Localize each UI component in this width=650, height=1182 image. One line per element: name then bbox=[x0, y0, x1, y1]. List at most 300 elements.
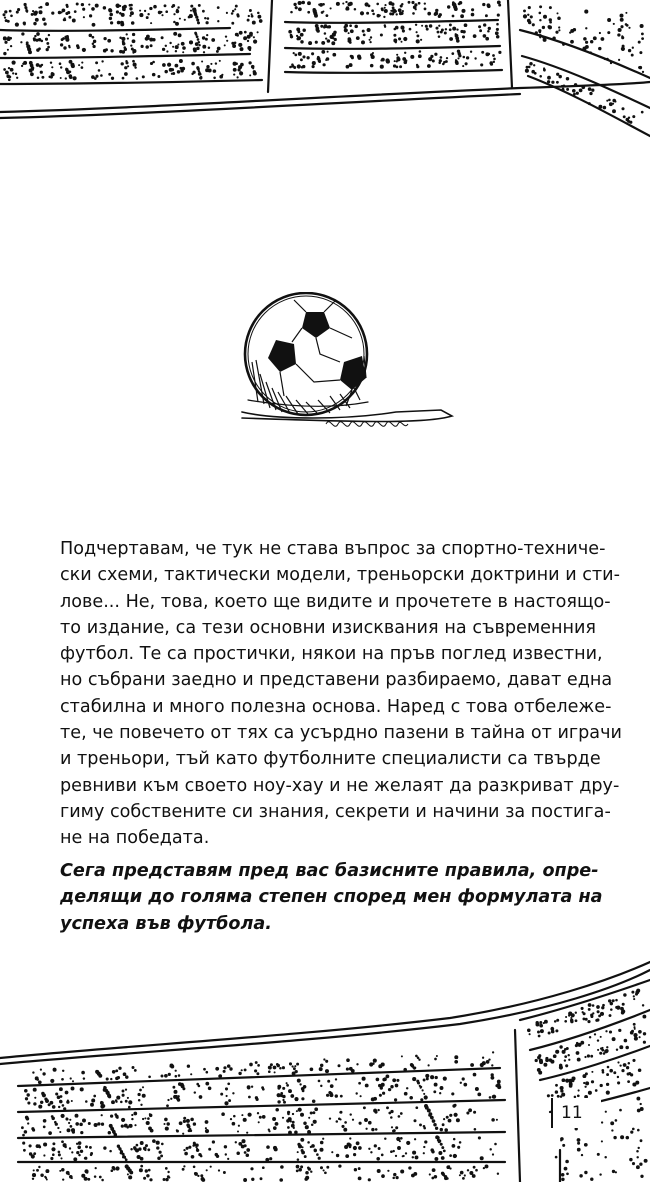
stipple-dot bbox=[165, 1167, 168, 1170]
stipple-dot bbox=[163, 1178, 166, 1181]
stipple-dot bbox=[16, 77, 18, 79]
stipple-dot bbox=[109, 9, 113, 13]
stipple-dot bbox=[617, 1076, 619, 1078]
stipple-dot bbox=[394, 1098, 397, 1101]
stipple-dot bbox=[257, 12, 260, 15]
stipple-dot bbox=[152, 1139, 156, 1143]
stipple-dot bbox=[580, 1041, 584, 1045]
stipple-dot bbox=[391, 1126, 393, 1128]
stipple-dot bbox=[131, 1118, 133, 1120]
stipple-dot bbox=[390, 1150, 393, 1153]
stipple-dot bbox=[346, 1058, 350, 1062]
stipple-dot bbox=[412, 1151, 416, 1155]
stipple-dot bbox=[84, 1177, 88, 1181]
stipple-dot bbox=[532, 23, 535, 26]
stipple-dot bbox=[356, 1141, 360, 1145]
stipple-dot bbox=[294, 1131, 298, 1135]
stipple-dot bbox=[275, 1122, 279, 1126]
stipple-dot bbox=[265, 1158, 269, 1162]
stipple-dot bbox=[609, 102, 613, 106]
stipple-dot bbox=[122, 77, 125, 80]
stipple-dot bbox=[449, 1167, 451, 1169]
stipple-dot bbox=[446, 57, 448, 59]
stipple-dot bbox=[633, 1033, 637, 1037]
stipple-dot bbox=[282, 1095, 286, 1099]
stipple-dot bbox=[620, 18, 624, 22]
stipple-dot bbox=[42, 1093, 46, 1097]
stipple-dot bbox=[262, 1166, 265, 1169]
stipple-dot bbox=[132, 1066, 135, 1069]
stipple-dot bbox=[610, 1070, 612, 1072]
stipple-dot bbox=[118, 1067, 121, 1070]
stipple-dot bbox=[147, 1117, 150, 1120]
stipple-dot bbox=[577, 1142, 580, 1145]
stipple-dot bbox=[38, 1080, 42, 1084]
stipple-dot bbox=[237, 1130, 239, 1132]
stipple-dot bbox=[145, 1169, 148, 1172]
stipple-dot bbox=[584, 1143, 588, 1147]
stipple-dot bbox=[460, 30, 463, 33]
stipple-dot bbox=[399, 10, 401, 12]
stipple-dot bbox=[301, 1146, 303, 1148]
stipple-dot bbox=[552, 36, 555, 39]
stipple-dot bbox=[398, 37, 401, 40]
stipple-dot bbox=[367, 28, 371, 32]
stipple-dot bbox=[406, 1141, 410, 1145]
stipple-dot bbox=[305, 1176, 309, 1180]
stipple-dot bbox=[443, 1077, 447, 1081]
stipple-dot bbox=[148, 1169, 151, 1172]
stipple-dot bbox=[626, 1066, 629, 1069]
stipple-dot bbox=[3, 36, 7, 40]
stipple-dot bbox=[55, 1123, 58, 1126]
stipple-dot bbox=[3, 52, 6, 55]
stipple-dot bbox=[454, 1113, 458, 1117]
stipple-dot bbox=[292, 1121, 295, 1124]
stipple-dot bbox=[556, 12, 558, 14]
stipple-dot bbox=[393, 1173, 396, 1176]
stipple-dot bbox=[250, 1167, 253, 1170]
stipple-dot bbox=[259, 1116, 262, 1119]
stipple-dot bbox=[570, 40, 574, 44]
stipple-dot bbox=[608, 99, 611, 102]
stipple-dot bbox=[59, 1131, 61, 1133]
stipple-dot bbox=[95, 61, 98, 64]
stipple-dot bbox=[556, 81, 559, 84]
stipple-dot bbox=[274, 1147, 278, 1151]
stipple-dot bbox=[72, 1080, 74, 1082]
stipple-dot bbox=[539, 5, 542, 8]
stipple-dot bbox=[389, 12, 392, 15]
stipple-dot bbox=[200, 76, 202, 78]
stipple-dot bbox=[570, 29, 574, 33]
stipple-dot bbox=[599, 1052, 602, 1055]
stipple-dot bbox=[440, 56, 443, 59]
stipple-dot bbox=[642, 1004, 644, 1006]
stipple-dot bbox=[408, 1, 411, 4]
stipple-dot bbox=[629, 1158, 632, 1161]
stipple-dot bbox=[492, 1153, 494, 1155]
stipple-dot bbox=[101, 60, 103, 62]
stipple-dot bbox=[33, 39, 36, 42]
stipple-dot bbox=[183, 1117, 186, 1120]
stipple-dot bbox=[579, 1174, 582, 1177]
stipple-dot bbox=[137, 1093, 140, 1096]
stipple-dot bbox=[215, 1153, 218, 1156]
stipple-dot bbox=[129, 1171, 133, 1175]
stipple-dot bbox=[459, 1141, 462, 1144]
stipple-dot bbox=[328, 1091, 331, 1094]
stipple-dot bbox=[537, 1031, 540, 1034]
stipple-dot bbox=[453, 1154, 457, 1158]
stipple-dot bbox=[560, 1089, 563, 1092]
stipple-dot bbox=[238, 65, 242, 69]
stipple-dot bbox=[316, 29, 320, 33]
stipple-dot bbox=[577, 1094, 580, 1097]
stipple-dot bbox=[401, 1055, 403, 1057]
stipple-dot bbox=[217, 6, 220, 9]
stipple-dot bbox=[423, 1146, 425, 1148]
stipple-dot bbox=[371, 9, 374, 12]
stipple-dot bbox=[467, 1169, 469, 1171]
stipple-dot bbox=[542, 26, 545, 29]
stipple-dot bbox=[301, 1151, 305, 1155]
stipple-dot bbox=[434, 1083, 438, 1087]
stipple-dot bbox=[68, 1122, 70, 1124]
stipple-dot bbox=[370, 64, 374, 68]
stipple-dot bbox=[295, 1098, 298, 1101]
stipple-dot bbox=[623, 993, 626, 996]
stipple-dot bbox=[438, 35, 441, 38]
stipple-dot bbox=[182, 1133, 184, 1135]
stipple-dot bbox=[640, 1103, 642, 1105]
stipple-dot bbox=[350, 55, 353, 58]
stipple-dot bbox=[48, 34, 50, 36]
stipple-dot bbox=[488, 27, 491, 30]
stipple-dot bbox=[298, 65, 301, 68]
stipple-dot bbox=[634, 1028, 636, 1030]
stipple-dot bbox=[21, 32, 24, 35]
stipple-dot bbox=[354, 8, 357, 11]
stipple-dot bbox=[627, 1080, 630, 1083]
stipple-dot bbox=[433, 1090, 436, 1093]
stipple-dot bbox=[413, 5, 417, 9]
stipple-dot bbox=[551, 1094, 554, 1097]
stipple-dot bbox=[434, 53, 437, 56]
stipple-dot bbox=[167, 1171, 169, 1173]
stipple-dot bbox=[498, 4, 501, 7]
stipple-dot bbox=[169, 68, 173, 72]
stipple-dot bbox=[249, 1063, 253, 1067]
stipple-dot bbox=[545, 1058, 549, 1062]
stipple-dot bbox=[403, 37, 407, 41]
stipple-dot bbox=[466, 56, 469, 59]
stipple-dot bbox=[101, 1114, 103, 1116]
stipple-dot bbox=[553, 1054, 557, 1058]
stipple-dot bbox=[571, 1076, 575, 1080]
paragraph-line: но събрани заедно и представени разбираемо, дават една bbox=[60, 670, 613, 691]
stipple-dot bbox=[42, 18, 46, 22]
stipple-dot bbox=[401, 41, 403, 43]
stipple-dot bbox=[164, 1118, 168, 1122]
stipple-dot bbox=[371, 1097, 375, 1101]
stipple-dot bbox=[493, 61, 495, 63]
stipple-dot bbox=[395, 1084, 399, 1088]
stipple-dot bbox=[246, 1132, 248, 1134]
stipple-dot bbox=[403, 1068, 407, 1072]
stipple-dot bbox=[386, 1075, 390, 1079]
stipple-dot bbox=[606, 1083, 609, 1086]
stipple-dot bbox=[539, 1021, 542, 1024]
stipple-dot bbox=[124, 48, 127, 51]
stipple-dot bbox=[348, 40, 351, 43]
stipple-dot bbox=[37, 77, 40, 80]
stipple-dot bbox=[565, 1079, 569, 1083]
stipple-dot bbox=[311, 52, 314, 55]
stipple-dot bbox=[543, 1022, 545, 1024]
stipple-dot bbox=[587, 1054, 590, 1057]
stipple-dot bbox=[157, 75, 160, 78]
stipple-dot bbox=[417, 1081, 420, 1084]
stipple-dot bbox=[457, 57, 459, 59]
stipple-dot bbox=[72, 1129, 75, 1132]
stipple-dot bbox=[38, 47, 41, 50]
stipple-dot bbox=[489, 62, 491, 64]
stipple-dot bbox=[590, 40, 593, 43]
stipple-dot bbox=[238, 1142, 242, 1146]
stipple-dot bbox=[45, 2, 49, 6]
stipple-dot bbox=[150, 44, 153, 47]
stipple-dot bbox=[300, 40, 303, 43]
stipple-dot bbox=[172, 46, 174, 48]
stipple-dot bbox=[256, 1098, 259, 1101]
stipple-dot bbox=[452, 27, 456, 31]
stipple-dot bbox=[175, 45, 179, 49]
stipple-dot bbox=[63, 1107, 66, 1110]
stipple-dot bbox=[167, 1099, 169, 1101]
stipple-dot bbox=[172, 72, 175, 75]
stipple-dot bbox=[444, 32, 447, 35]
stipple-dot bbox=[108, 1131, 111, 1134]
stipple-dot bbox=[636, 1150, 639, 1153]
stipple-dot bbox=[302, 55, 305, 58]
stipple-dot bbox=[75, 1122, 79, 1126]
stipple-dot bbox=[167, 63, 171, 67]
stipple-dot bbox=[451, 52, 454, 55]
stipple-dot bbox=[335, 1094, 338, 1097]
stadium-stands-bottom-illustration bbox=[0, 940, 650, 1182]
stipple-dot bbox=[365, 1128, 367, 1130]
stipple-dot bbox=[184, 1152, 188, 1156]
stipple-dot bbox=[274, 1071, 276, 1073]
stipple-dot bbox=[441, 1156, 445, 1160]
stipple-dot bbox=[630, 1131, 633, 1134]
stipple-dot bbox=[89, 34, 93, 38]
stipple-dot bbox=[129, 7, 132, 10]
stipple-dot bbox=[132, 39, 136, 43]
stipple-dot bbox=[282, 1066, 285, 1069]
stipple-dot bbox=[226, 1095, 228, 1097]
stipple-dot bbox=[583, 37, 587, 41]
stipple-dot bbox=[345, 1154, 349, 1158]
stipple-dot bbox=[549, 6, 552, 9]
stipple-dot bbox=[146, 1174, 149, 1177]
stipple-dot bbox=[540, 1029, 544, 1033]
stipple-dot bbox=[607, 18, 611, 22]
stipple-dot bbox=[585, 41, 588, 44]
stipple-dot bbox=[188, 1146, 191, 1149]
stipple-dot bbox=[75, 1114, 79, 1118]
stipple-dot bbox=[313, 1120, 317, 1124]
stipple-dot bbox=[610, 1008, 613, 1011]
stipple-dot bbox=[46, 48, 49, 51]
stipple-dot bbox=[575, 1019, 578, 1022]
stipple-dot bbox=[21, 65, 23, 67]
stipple-dot bbox=[568, 1059, 570, 1061]
stipple-dot bbox=[638, 1030, 642, 1034]
stipple-dot bbox=[69, 1147, 71, 1149]
stipple-dot bbox=[310, 1067, 314, 1071]
stipple-dot bbox=[208, 1087, 212, 1091]
stipple-dot bbox=[310, 1111, 313, 1114]
stipple-dot bbox=[472, 1174, 476, 1178]
stipple-dot bbox=[465, 62, 468, 65]
stipple-dot bbox=[91, 1099, 95, 1103]
stipple-dot bbox=[533, 64, 535, 66]
stipple-dot bbox=[121, 1118, 125, 1122]
stipple-dot bbox=[585, 45, 589, 49]
stipple-dot bbox=[362, 30, 365, 33]
paragraph-line: те, че повечето от тях са усърдно пазени в тайна от играчи bbox=[60, 723, 622, 744]
stipple-dot bbox=[195, 1144, 198, 1147]
stipple-dot bbox=[240, 47, 244, 51]
stipple-dot bbox=[441, 29, 444, 32]
stipple-dot bbox=[159, 1151, 162, 1154]
stipple-dot bbox=[626, 1136, 630, 1140]
stipple-dot bbox=[326, 1094, 329, 1097]
stipple-dot bbox=[561, 1173, 565, 1177]
stipple-dot bbox=[589, 51, 592, 54]
stipple-dot bbox=[462, 35, 465, 38]
stipple-dot bbox=[559, 1065, 563, 1069]
stipple-dot bbox=[449, 1154, 452, 1157]
stipple-dot bbox=[421, 25, 423, 27]
stipple-dot bbox=[182, 1168, 185, 1171]
stipple-dot bbox=[289, 66, 292, 69]
stipple-dot bbox=[607, 1066, 610, 1069]
stipple-dot bbox=[556, 1019, 559, 1022]
stipple-dot bbox=[206, 34, 208, 36]
stipple-dot bbox=[381, 1154, 384, 1157]
stipple-dot bbox=[121, 1125, 124, 1128]
stipple-dot bbox=[433, 1123, 436, 1126]
stipple-dot bbox=[561, 1178, 564, 1181]
stipple-dot bbox=[543, 1063, 547, 1067]
stipple-dot bbox=[415, 1155, 419, 1159]
stipple-dot bbox=[231, 12, 234, 15]
stipple-dot bbox=[625, 12, 627, 14]
stipple-dot bbox=[109, 17, 112, 20]
stipple-dot bbox=[416, 31, 418, 33]
stipple-dot bbox=[479, 29, 482, 32]
stipple-dot bbox=[438, 1140, 441, 1143]
stipple-dot bbox=[345, 7, 349, 11]
stipple-dot bbox=[224, 44, 226, 46]
stipple-dot bbox=[621, 1011, 625, 1015]
stipple-dot bbox=[449, 37, 453, 41]
stipple-dot bbox=[562, 89, 565, 92]
stipple-dot bbox=[111, 77, 114, 80]
stipple-dot bbox=[352, 1119, 354, 1121]
stipple-dot bbox=[474, 1128, 477, 1131]
stipple-dot bbox=[26, 1117, 30, 1121]
stipple-dot bbox=[424, 1095, 428, 1099]
stipple-dot bbox=[606, 1073, 609, 1076]
stipple-dot bbox=[529, 1033, 531, 1035]
stipple-dot bbox=[72, 19, 76, 23]
stipple-dot bbox=[71, 1177, 73, 1179]
stipple-dot bbox=[283, 1101, 286, 1104]
stipple-dot bbox=[58, 1106, 60, 1108]
stipple-dot bbox=[571, 1013, 575, 1017]
stipple-dot bbox=[353, 1153, 356, 1156]
stipple-dot bbox=[369, 41, 371, 43]
stipple-dot bbox=[296, 1170, 299, 1173]
stipple-dot bbox=[249, 9, 252, 12]
stipple-dot bbox=[463, 56, 466, 59]
stipple-dot bbox=[602, 1071, 605, 1074]
stipple-dot bbox=[31, 13, 34, 16]
stipple-dot bbox=[632, 1162, 635, 1165]
stipple-dot bbox=[496, 1119, 498, 1121]
stipple-dot bbox=[411, 1, 414, 4]
stipple-dot bbox=[335, 1078, 337, 1080]
stipple-dot bbox=[103, 6, 106, 9]
stipple-dot bbox=[378, 1147, 381, 1150]
stipple-dot bbox=[451, 1092, 454, 1095]
stipple-dot bbox=[194, 1091, 196, 1093]
stipple-dot bbox=[380, 33, 383, 36]
stipple-dot bbox=[190, 1118, 194, 1122]
stipple-dot bbox=[103, 1146, 106, 1149]
stipple-dot bbox=[36, 1169, 39, 1172]
stipple-dot bbox=[604, 1049, 608, 1053]
stipple-dot bbox=[268, 1066, 272, 1070]
stipple-dot bbox=[307, 11, 310, 14]
stipple-dot bbox=[300, 33, 304, 37]
stipple-dot bbox=[418, 1058, 420, 1060]
stipple-dot bbox=[57, 1095, 61, 1099]
stipple-dot bbox=[641, 111, 644, 114]
stipple-dot bbox=[109, 13, 113, 17]
stipple-dot bbox=[289, 1120, 291, 1122]
stipple-dot bbox=[573, 93, 576, 96]
stipple-dot bbox=[165, 10, 168, 13]
stipple-dot bbox=[316, 1153, 319, 1156]
stipple-dot bbox=[452, 2, 456, 6]
stipple-dot bbox=[258, 16, 260, 18]
stipple-dot bbox=[90, 1154, 93, 1157]
stipple-dot bbox=[639, 1163, 642, 1166]
stipple-dot bbox=[201, 60, 203, 62]
stipple-dot bbox=[45, 1169, 49, 1173]
stipple-dot bbox=[628, 1062, 631, 1065]
stipple-dot bbox=[205, 1120, 209, 1124]
stipple-dot bbox=[588, 102, 591, 105]
stipple-dot bbox=[359, 1122, 362, 1125]
stipple-dot bbox=[525, 69, 529, 73]
stipple-dot bbox=[153, 5, 157, 9]
